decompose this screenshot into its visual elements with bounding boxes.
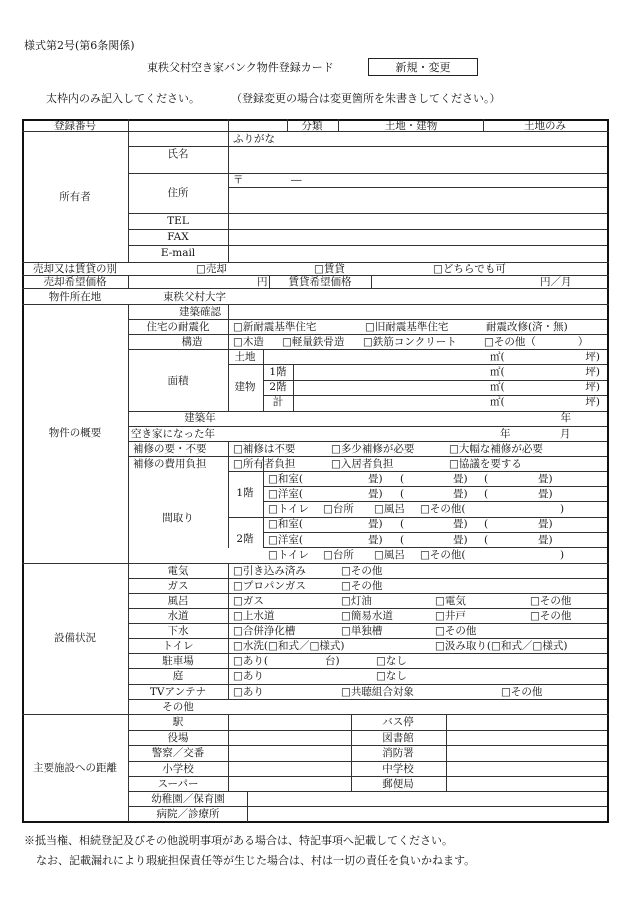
fax-label: FAX xyxy=(167,231,189,243)
floor1-tsubo: 坪) xyxy=(585,366,600,378)
elec-opt-connected[interactable]: □引き込み済み xyxy=(233,565,306,577)
f2-washitsu-paren1: ( xyxy=(400,518,405,530)
struct-opt-rc[interactable]: □鉄筋コンクリート xyxy=(363,336,457,348)
owner-section-label: 所有者 xyxy=(59,191,91,203)
built-year-unit: 年 xyxy=(560,412,571,424)
quake-opt-retrofit[interactable]: 耐震改修(済・無) xyxy=(486,321,568,333)
facilities-section-label: 設備状況 xyxy=(54,632,96,644)
cost-opt-negotiate[interactable]: □協議を要する xyxy=(449,458,522,470)
sewer-opt-single[interactable]: □単独槽 xyxy=(341,625,383,637)
registration-number-label: 登録番号 xyxy=(54,120,96,132)
quake-opt-old[interactable]: □旧耐震基準住宅 xyxy=(365,321,449,333)
struct-opt-wood[interactable]: □木造 xyxy=(233,336,264,348)
f2-washitsu-jo3: 畳) xyxy=(538,518,553,530)
cost-opt-owner[interactable]: □所有者負担 xyxy=(233,458,296,470)
area-floor2-label: 2階 xyxy=(269,381,287,393)
f2-youshitsu-jo1: 畳) xyxy=(368,534,383,546)
distance-supermarket: スーパー xyxy=(157,778,199,790)
bath-opt-other[interactable]: □その他 xyxy=(530,595,572,607)
opt-rent[interactable]: □賃貸 xyxy=(314,263,345,275)
f1-toilet[interactable]: □トイレ xyxy=(268,503,309,515)
bath-opt-kerosene[interactable]: □灯油 xyxy=(341,595,372,607)
tv-opt-shared[interactable]: □共聴組合対象 xyxy=(341,686,414,698)
structure-label: 構造 xyxy=(181,336,203,348)
f2-washitsu[interactable]: □和室( xyxy=(268,518,304,530)
f1-youshitsu-paren1: ( xyxy=(400,488,405,500)
sewer-opt-combined[interactable]: □合併浄化槽 xyxy=(233,625,296,637)
layout-label: 間取り xyxy=(162,512,194,524)
f2-youshitsu-paren1: ( xyxy=(400,534,405,546)
f1-other-close: ) xyxy=(560,503,565,515)
f2-washitsu-paren2: ( xyxy=(484,518,489,530)
f2-other[interactable]: □その他( xyxy=(420,549,466,561)
email-label: E-mail xyxy=(160,247,196,259)
f2-washitsu-jo1: 畳) xyxy=(368,518,383,530)
gas-label: ガス xyxy=(167,580,189,592)
f1-youshitsu-jo3: 畳) xyxy=(538,488,553,500)
water-opt-public[interactable]: □上水道 xyxy=(233,610,275,622)
f1-youshitsu[interactable]: □洋室( xyxy=(268,488,304,500)
repair-opt-major[interactable]: □大幅な補修が必要 xyxy=(449,443,543,455)
distance-section-label: 主要施設への距離 xyxy=(33,762,117,774)
owner-address-label: 住所 xyxy=(167,187,189,199)
bath-opt-gas[interactable]: □ガス xyxy=(233,595,264,607)
category-land-building[interactable]: 土地・建物 xyxy=(384,120,438,132)
f1-washitsu-paren2: ( xyxy=(484,473,489,485)
location-value: 東秩父村大字 xyxy=(163,291,226,303)
sale-type-label: 売却又は賃貸の別 xyxy=(33,263,117,275)
floor2-tsubo: 坪) xyxy=(585,381,600,393)
distance-junior-high: 中学校 xyxy=(382,763,414,775)
tv-opt-yes[interactable]: □あり xyxy=(233,686,264,698)
category-land-only[interactable]: 土地のみ xyxy=(524,120,566,132)
rent-price-unit: 円／月 xyxy=(540,276,572,288)
tv-opt-other[interactable]: □その他 xyxy=(501,686,543,698)
tel-label: TEL xyxy=(167,215,189,227)
instruction-note: （登録変更の場合は変更箇所を朱書きしてください。） xyxy=(231,92,501,105)
built-year-label: 建築年 xyxy=(184,412,216,424)
location-label: 物件所在地 xyxy=(48,291,102,303)
f2-kitchen[interactable]: □台所 xyxy=(323,549,354,561)
distance-town-office: 役場 xyxy=(167,732,189,744)
parking-opt-no[interactable]: □なし xyxy=(376,655,407,667)
garden-opt-no[interactable]: □なし xyxy=(376,670,407,682)
f2-youshitsu-jo2: 畳) xyxy=(453,534,468,546)
water-opt-simple[interactable]: □簡易水道 xyxy=(341,610,393,622)
f1-bath[interactable]: □風呂 xyxy=(374,503,405,515)
f2-youshitsu[interactable]: □洋室( xyxy=(268,534,304,546)
postal-mark: 〒 xyxy=(233,174,244,186)
repair-opt-some[interactable]: □多少補修が必要 xyxy=(331,443,415,455)
bath-opt-electric[interactable]: □電気 xyxy=(435,595,466,607)
category-label: 分類 xyxy=(301,120,323,132)
distance-hospital: 病院／診療所 xyxy=(156,808,220,820)
tv-antenna-label: TVアンテナ xyxy=(149,686,207,698)
struct-opt-steel[interactable]: □軽量鉄骨造 xyxy=(282,336,345,348)
repair-opt-none[interactable]: □補修は不要 xyxy=(233,443,296,455)
toilet-opt-pit[interactable]: □汲み取り(□和式／□様式) xyxy=(435,640,568,652)
layout-floor1: 1階 xyxy=(236,487,254,499)
f1-washitsu-jo1: 畳) xyxy=(368,473,383,485)
water-label: 水道 xyxy=(167,610,189,622)
area-floor1-label: 1階 xyxy=(269,366,287,378)
opt-either[interactable]: □どちらでも可 xyxy=(433,263,506,275)
land-tsubo: 坪) xyxy=(585,351,600,363)
parking-unit: 台) xyxy=(325,655,340,667)
footnote-1: ※抵当権、相続登記及びその他説明事項がある場合は、特記事項へ記載してください。 xyxy=(24,834,453,847)
postal-dash: ― xyxy=(291,174,302,186)
area-land-label: 土地 xyxy=(234,351,256,363)
f1-youshitsu-jo2: 畳) xyxy=(453,488,468,500)
sewer-label: 下水 xyxy=(167,625,189,637)
facilities-other-label: その他 xyxy=(162,701,194,713)
form-type-box[interactable]: 新規・変更 xyxy=(368,58,478,76)
form-number: 様式第2号(第6条関係) xyxy=(24,39,135,52)
f2-youshitsu-jo3: 畳) xyxy=(538,534,553,546)
water-opt-well[interactable]: □井戸 xyxy=(435,610,466,622)
water-opt-other[interactable]: □その他 xyxy=(530,610,572,622)
f2-youshitsu-paren2: ( xyxy=(484,534,489,546)
vacant-year-label: 空き家になった年 xyxy=(131,428,215,440)
cost-label: 補修の費用負担 xyxy=(133,458,207,470)
f2-toilet[interactable]: □トイレ xyxy=(268,549,309,561)
distance-fire-station: 消防署 xyxy=(382,747,414,759)
land-sqm: ㎡( xyxy=(490,351,505,363)
sale-price-unit: 円 xyxy=(257,276,268,288)
toilet-label: トイレ xyxy=(162,640,194,652)
parking-label: 駐車場 xyxy=(162,655,194,667)
f1-washitsu[interactable]: □和室( xyxy=(268,473,304,485)
distance-kindergarten: 幼稚園／保育園 xyxy=(151,793,225,805)
elec-opt-other[interactable]: □その他 xyxy=(341,565,383,577)
f1-youshitsu-jo1: 畳) xyxy=(368,488,383,500)
gas-opt-other[interactable]: □その他 xyxy=(341,580,383,592)
quake-opt-new[interactable]: □新耐震基準住宅 xyxy=(233,321,317,333)
building-confirm-label: 建築確認 xyxy=(179,306,221,318)
owner-name-label: 氏名 xyxy=(167,148,189,160)
f2-other-close: ) xyxy=(560,549,565,561)
furigana-label: ふりがな xyxy=(233,133,275,145)
distance-bus-stop: バス停 xyxy=(382,716,414,728)
vacant-month-unit: 月 xyxy=(560,428,571,440)
layout-floor2: 2階 xyxy=(236,533,254,545)
garden-opt-yes[interactable]: □あり xyxy=(233,670,264,682)
bath-label: 風呂 xyxy=(167,595,189,607)
form-title: 東秩父村空き家バンク物件登録カード xyxy=(147,61,334,74)
vacant-year-unit: 年 xyxy=(500,428,511,440)
f1-kitchen[interactable]: □台所 xyxy=(323,503,354,515)
area-total-label: 計 xyxy=(272,396,284,408)
total-sqm: ㎡( xyxy=(490,396,505,408)
garden-label: 庭 xyxy=(172,670,184,682)
opt-sale[interactable]: □売却 xyxy=(196,263,227,275)
struct-opt-other[interactable]: □その他（ ） xyxy=(484,336,589,348)
f1-washitsu-jo3: 畳) xyxy=(538,473,553,485)
area-building-label: 建物 xyxy=(234,381,256,393)
instruction-text: 太枠内のみ記入してください。 xyxy=(46,92,200,105)
f1-washitsu-jo2: 畳) xyxy=(453,473,468,485)
f2-washitsu-jo2: 畳) xyxy=(453,518,468,530)
total-tsubo: 坪) xyxy=(585,396,600,408)
distance-post-office: 郵便局 xyxy=(382,778,414,790)
f1-washitsu-paren1: ( xyxy=(400,473,405,485)
f1-other[interactable]: □その他( xyxy=(420,503,466,515)
rent-price-label: 賃貸希望価格 xyxy=(288,276,352,288)
sale-price-label: 売却希望価格 xyxy=(43,276,107,288)
gas-opt-propane[interactable]: □プロパンガス xyxy=(233,580,306,592)
area-label: 面積 xyxy=(167,375,189,387)
distance-police: 警察／交番 xyxy=(151,747,205,759)
distance-station: 駅 xyxy=(172,716,184,728)
distance-elementary: 小学校 xyxy=(162,763,194,775)
footnote-2: なお、記載漏れにより瑕疵担保責任等が生じた場合は、村は一切の責任を負いかねます。 xyxy=(36,854,476,867)
quake-label: 住宅の耐震化 xyxy=(146,321,210,333)
property-section-label: 物件の概要 xyxy=(48,427,102,439)
repair-label: 補修の要・不要 xyxy=(133,443,207,455)
f2-bath[interactable]: □風呂 xyxy=(374,549,405,561)
floor1-sqm: ㎡( xyxy=(490,366,505,378)
f1-youshitsu-paren2: ( xyxy=(484,488,489,500)
floor2-sqm: ㎡( xyxy=(490,381,505,393)
distance-library: 図書館 xyxy=(382,732,414,744)
toilet-opt-flush[interactable]: □水洗(□和式／□様式) xyxy=(233,640,345,652)
sewer-opt-other[interactable]: □その他 xyxy=(435,625,477,637)
electricity-label: 電気 xyxy=(167,565,189,577)
cost-opt-tenant[interactable]: □入居者負担 xyxy=(331,458,394,470)
parking-opt-yes[interactable]: □あり( xyxy=(233,655,269,667)
